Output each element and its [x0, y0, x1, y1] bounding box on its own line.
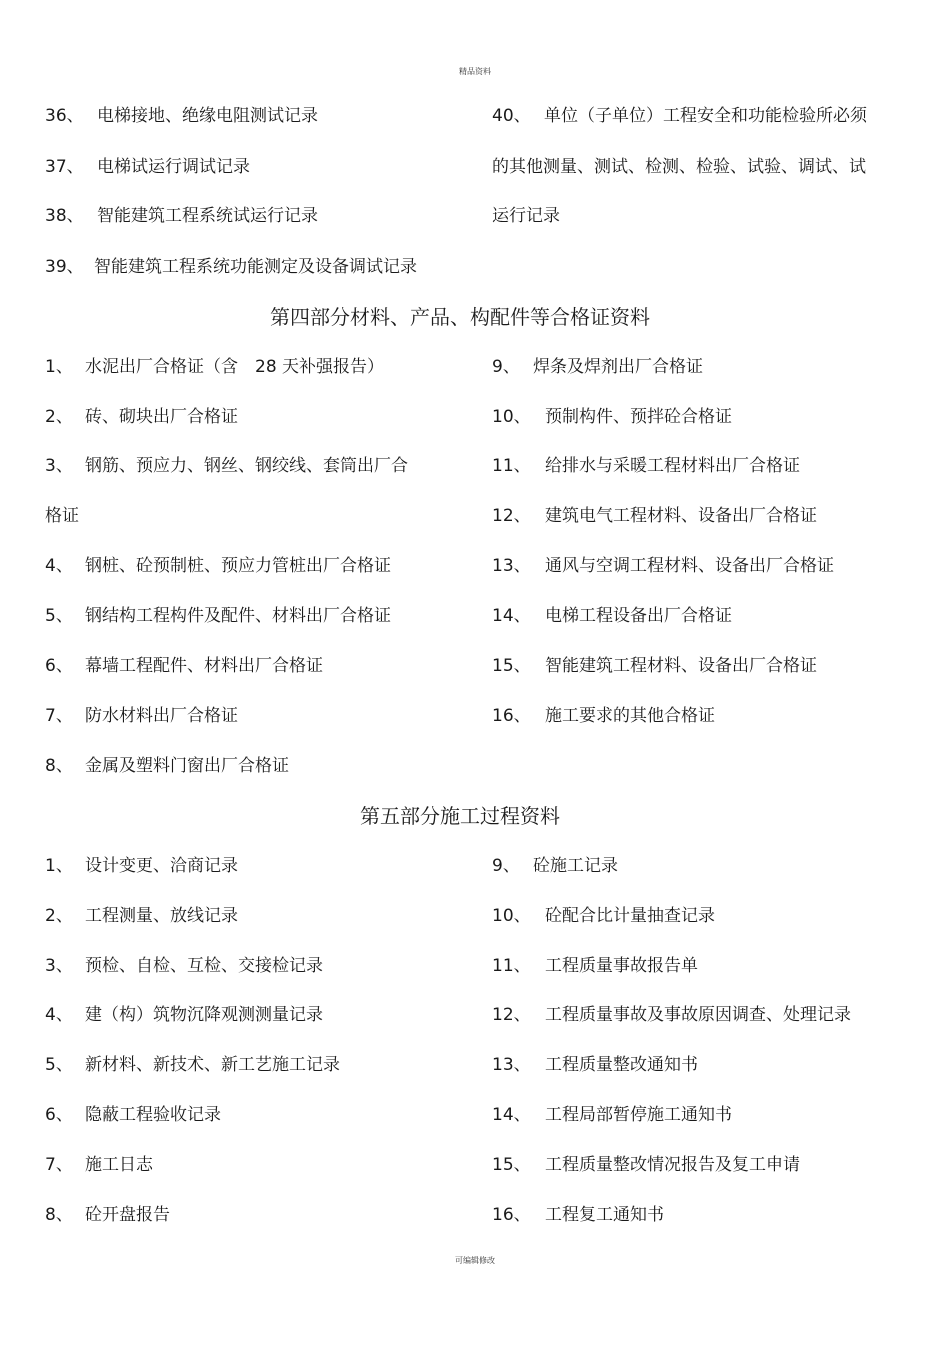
- item-number: 40、: [492, 106, 531, 126]
- item-text: 工程质量事故及事故原因调查、处理记录: [545, 1005, 851, 1025]
- list-item: [492, 656, 817, 676]
- item-number: 9、: [492, 357, 520, 377]
- item-text: 给排水与采暖工程材料出厂合格证: [545, 456, 800, 476]
- item-text: 钢筋、预应力、钢丝、钢绞线、套筒出厂合: [85, 456, 408, 476]
- item-text: 施工要求的其他合格证: [545, 706, 715, 726]
- item-text: 工程复工通知书: [545, 1205, 664, 1225]
- list-item: [45, 606, 391, 626]
- item-text: 电梯工程设备出厂合格证: [545, 606, 732, 626]
- item-text: 水泥出厂合格证（含 28 天补强报告）: [85, 357, 385, 377]
- item-number: 1、: [45, 357, 73, 377]
- list-item: [492, 956, 698, 976]
- item-text: 砼开盘报告: [85, 1205, 170, 1225]
- item-number: 8、: [45, 1205, 73, 1225]
- item-text: 隐蔽工程验收记录: [85, 1105, 221, 1125]
- item-text: 的其他测量、测试、检测、检验、试验、调试、试: [492, 157, 866, 177]
- item-number: 1、: [45, 856, 73, 876]
- item-text: 砖、砌块出厂合格证: [85, 407, 238, 427]
- item-text: 格证: [45, 506, 79, 526]
- item-number: 14、: [492, 1105, 531, 1125]
- list-item: [45, 956, 323, 976]
- list-item: [45, 856, 238, 876]
- item-number: 8、: [45, 756, 73, 776]
- item-text: 单位（子单位）工程安全和功能检验所必须: [544, 106, 867, 126]
- list-item: [45, 756, 289, 776]
- item-text: 智能建筑工程系统试运行记录: [97, 206, 318, 226]
- item-text: 工程质量整改通知书: [545, 1055, 698, 1075]
- item-number: 2、: [45, 906, 73, 926]
- item-number: 12、: [492, 1005, 531, 1025]
- item-number: 10、: [492, 407, 531, 427]
- item-text: 智能建筑工程系统功能测定及设备调试记录: [94, 257, 417, 277]
- list-item: [45, 456, 408, 476]
- item-text: 防水材料出厂合格证: [85, 706, 238, 726]
- item-number: 11、: [492, 956, 531, 976]
- item-text: 电梯接地、绝缘电阻测试记录: [97, 106, 318, 126]
- list-item: [45, 1005, 323, 1025]
- list-item: [45, 556, 391, 576]
- item-number: 10、: [492, 906, 531, 926]
- item-number: 4、: [45, 1005, 73, 1025]
- item-number: 2、: [45, 407, 73, 427]
- list-item-continuation: [492, 157, 866, 177]
- list-item: [492, 856, 618, 876]
- list-item: [45, 157, 250, 177]
- list-item: [492, 1205, 664, 1225]
- item-number: 3、: [45, 956, 73, 976]
- list-item: [492, 1105, 732, 1125]
- item-text: 预检、自检、互检、交接检记录: [85, 956, 323, 976]
- page-header: 精品资料: [459, 67, 491, 76]
- item-number: 7、: [45, 1155, 73, 1175]
- list-item: [492, 456, 800, 476]
- item-number: 13、: [492, 556, 531, 576]
- item-text: 焊条及焊剂出厂合格证: [533, 357, 703, 377]
- section-heading: 第四部分材料、产品、构配件等合格证资料: [270, 305, 650, 329]
- item-text: 预制构件、预拌砼合格证: [545, 407, 732, 427]
- list-item: [45, 206, 318, 226]
- list-item: [45, 257, 417, 277]
- list-item: [45, 906, 238, 926]
- item-text: 通风与空调工程材料、设备出厂合格证: [545, 556, 834, 576]
- list-item: [45, 1105, 221, 1125]
- item-number: 16、: [492, 1205, 531, 1225]
- list-item: [492, 1005, 851, 1025]
- item-text: 工程质量整改情况报告及复工申请: [545, 1155, 800, 1175]
- list-item: [45, 357, 384, 377]
- item-number: 5、: [45, 1055, 73, 1075]
- list-item: [45, 1055, 340, 1075]
- item-number: 39、: [45, 257, 84, 277]
- list-item: [45, 656, 323, 676]
- item-number: 12、: [492, 506, 531, 526]
- item-text: 智能建筑工程材料、设备出厂合格证: [545, 656, 817, 676]
- item-text: 设计变更、洽商记录: [85, 856, 238, 876]
- item-text: 幕墙工程配件、材料出厂合格证: [85, 656, 323, 676]
- list-item-continuation: [492, 206, 560, 226]
- item-text: 钢桩、砼预制桩、预应力管桩出厂合格证: [85, 556, 391, 576]
- item-number: 36、: [45, 106, 84, 126]
- item-text: 建（构）筑物沉降观测测量记录: [85, 1005, 323, 1025]
- list-item: [492, 556, 834, 576]
- item-number: 13、: [492, 1055, 531, 1075]
- item-number: 6、: [45, 656, 73, 676]
- item-number: 5、: [45, 606, 73, 626]
- item-number: 37、: [45, 157, 84, 177]
- item-number: 15、: [492, 1155, 531, 1175]
- item-text: 运行记录: [492, 206, 560, 226]
- item-text: 钢结构工程构件及配件、材料出厂合格证: [85, 606, 391, 626]
- item-text: 施工日志: [85, 1155, 153, 1175]
- item-text: 砼施工记录: [533, 856, 618, 876]
- section-heading: 第五部分施工过程资料: [360, 804, 560, 828]
- list-item: [492, 1055, 698, 1075]
- item-number: 11、: [492, 456, 531, 476]
- list-item: [492, 106, 867, 126]
- list-item: [492, 706, 715, 726]
- item-text: 砼配合比计量抽查记录: [545, 906, 715, 926]
- item-number: 15、: [492, 656, 531, 676]
- list-item: [45, 1205, 170, 1225]
- item-text: 电梯试运行调试记录: [97, 157, 250, 177]
- item-number: 9、: [492, 856, 520, 876]
- item-number: 6、: [45, 1105, 73, 1125]
- list-item: [492, 606, 732, 626]
- item-number: 14、: [492, 606, 531, 626]
- list-item: [45, 706, 238, 726]
- item-number: 3、: [45, 456, 73, 476]
- item-text: 金属及塑料门窗出厂合格证: [85, 756, 289, 776]
- item-number: 4、: [45, 556, 73, 576]
- page-footer: 可编辑修改: [455, 1256, 495, 1265]
- list-item: [492, 357, 703, 377]
- item-number: 38、: [45, 206, 84, 226]
- item-number: 7、: [45, 706, 73, 726]
- list-item: [45, 106, 318, 126]
- item-text: 工程局部暂停施工通知书: [545, 1105, 732, 1125]
- list-item: [492, 1155, 800, 1175]
- list-item: [492, 906, 715, 926]
- list-item: [492, 506, 817, 526]
- item-number: 16、: [492, 706, 531, 726]
- list-item: [45, 407, 238, 427]
- item-text: 工程测量、放线记录: [85, 906, 238, 926]
- list-item: [492, 407, 732, 427]
- item-text: 建筑电气工程材料、设备出厂合格证: [545, 506, 817, 526]
- list-item-continuation: [45, 506, 79, 526]
- item-text: 工程质量事故报告单: [545, 956, 698, 976]
- list-item: [45, 1155, 153, 1175]
- item-text: 新材料、新技术、新工艺施工记录: [85, 1055, 340, 1075]
